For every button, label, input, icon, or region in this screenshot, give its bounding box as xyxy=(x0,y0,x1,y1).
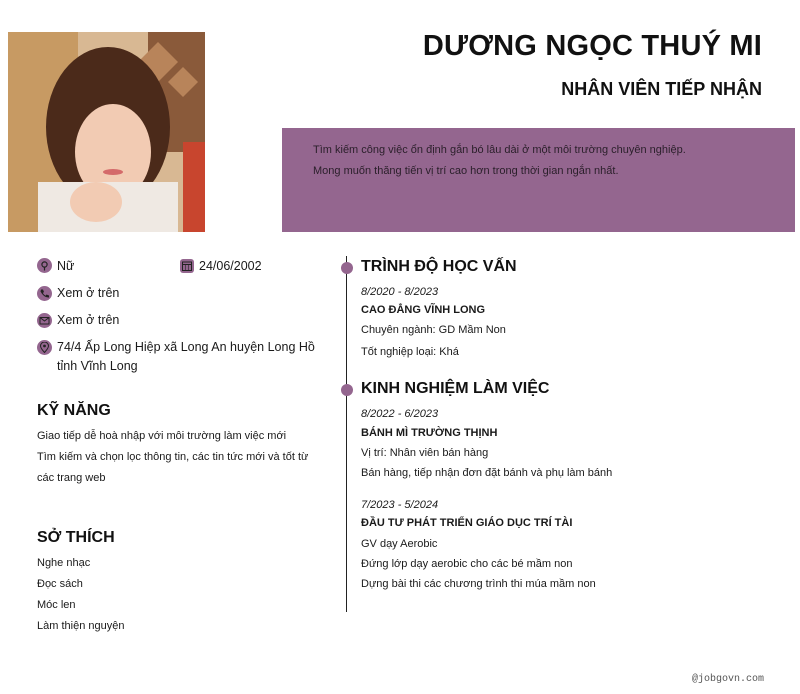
job-company: BÁNH MÌ TRƯỜNG THỊNH xyxy=(361,427,498,439)
profile-photo xyxy=(8,32,205,232)
hobby-item: Đọc sách xyxy=(37,578,83,590)
phone-icon xyxy=(37,286,52,301)
job-detail: Bán hàng, tiếp nhận đơn đặt bánh và phụ làm bánh xyxy=(361,467,613,479)
email-icon xyxy=(37,313,52,328)
skill-item: Giao tiếp dễ hoà nhập với môi trường làm việc mới xyxy=(37,430,287,442)
job-period: 8/2022 - 6/2023 xyxy=(361,408,439,420)
candidate-name: DƯƠNG NGỌC THUÝ MI xyxy=(422,30,762,62)
calendar-icon xyxy=(180,259,194,273)
job-title: NHÂN VIÊN TIẾP NHẬN xyxy=(561,79,762,99)
hobby-item: Móc len xyxy=(37,599,76,611)
email-value: Xem ở trên xyxy=(57,313,120,327)
timeline-dot xyxy=(341,262,353,274)
timeline-line xyxy=(346,256,347,612)
job-detail: Dựng bài thi các chương trình thi múa mầm non xyxy=(361,578,596,590)
location-icon xyxy=(37,340,52,355)
hobby-item: Làm thiện nguyện xyxy=(37,620,125,632)
education-period: 8/2020 - 8/2023 xyxy=(361,286,439,298)
phone-value: Xem ở trên xyxy=(57,286,120,300)
job-company: ĐẦU TƯ PHÁT TRIỂN GIÁO DỤC TRÍ TÀI xyxy=(361,517,573,529)
skill-item: các trang web xyxy=(37,472,106,484)
job-detail: GV dạy Aerobic xyxy=(361,538,438,550)
job-period: 7/2023 - 5/2024 xyxy=(361,499,439,511)
education-major: Chuyên ngành: GD Mầm Non xyxy=(361,324,506,336)
objective-line: Tìm kiếm công việc ổn định gắn bó lâu dài ở một môi trường chuyên nghiệp. xyxy=(313,144,686,156)
experience-title: KINH NGHIỆM LÀM VIỆC xyxy=(361,380,550,397)
birthday-value: 24/06/2002 xyxy=(199,259,262,273)
hobby-item: Nghe nhạc xyxy=(37,557,91,569)
gender-icon xyxy=(37,258,52,273)
address-line-2: tỉnh Vĩnh Long xyxy=(57,359,138,373)
timeline-dot xyxy=(341,384,353,396)
job-detail: Đứng lớp dạy aerobic cho các bé mầm non xyxy=(361,558,573,570)
education-school: CAO ĐẲNG VĨNH LONG xyxy=(361,304,486,316)
skills-title: KỸ NĂNG xyxy=(37,402,111,419)
career-objective xyxy=(282,128,795,232)
skill-item: Tìm kiếm và chọn lọc thông tin, các tin tức mới và tốt từ xyxy=(37,451,309,463)
job-detail: Vị trí: Nhân viên bán hàng xyxy=(361,447,489,459)
hobbies-title: SỞ THÍCH xyxy=(37,529,115,546)
education-grade: Tốt nghiệp loại: Khá xyxy=(361,346,459,358)
education-title: TRÌNH ĐỘ HỌC VẤN xyxy=(361,258,517,275)
gender-value: Nữ xyxy=(57,259,75,273)
watermark: @jobgovn.com xyxy=(691,674,764,685)
address-line-1: 74/4 Ấp Long Hiệp xã Long An huyện Long Hồ xyxy=(57,340,315,354)
objective-line: Mong muốn thăng tiến vị trí cao hơn trong thời gian ngắn nhất. xyxy=(313,165,619,177)
